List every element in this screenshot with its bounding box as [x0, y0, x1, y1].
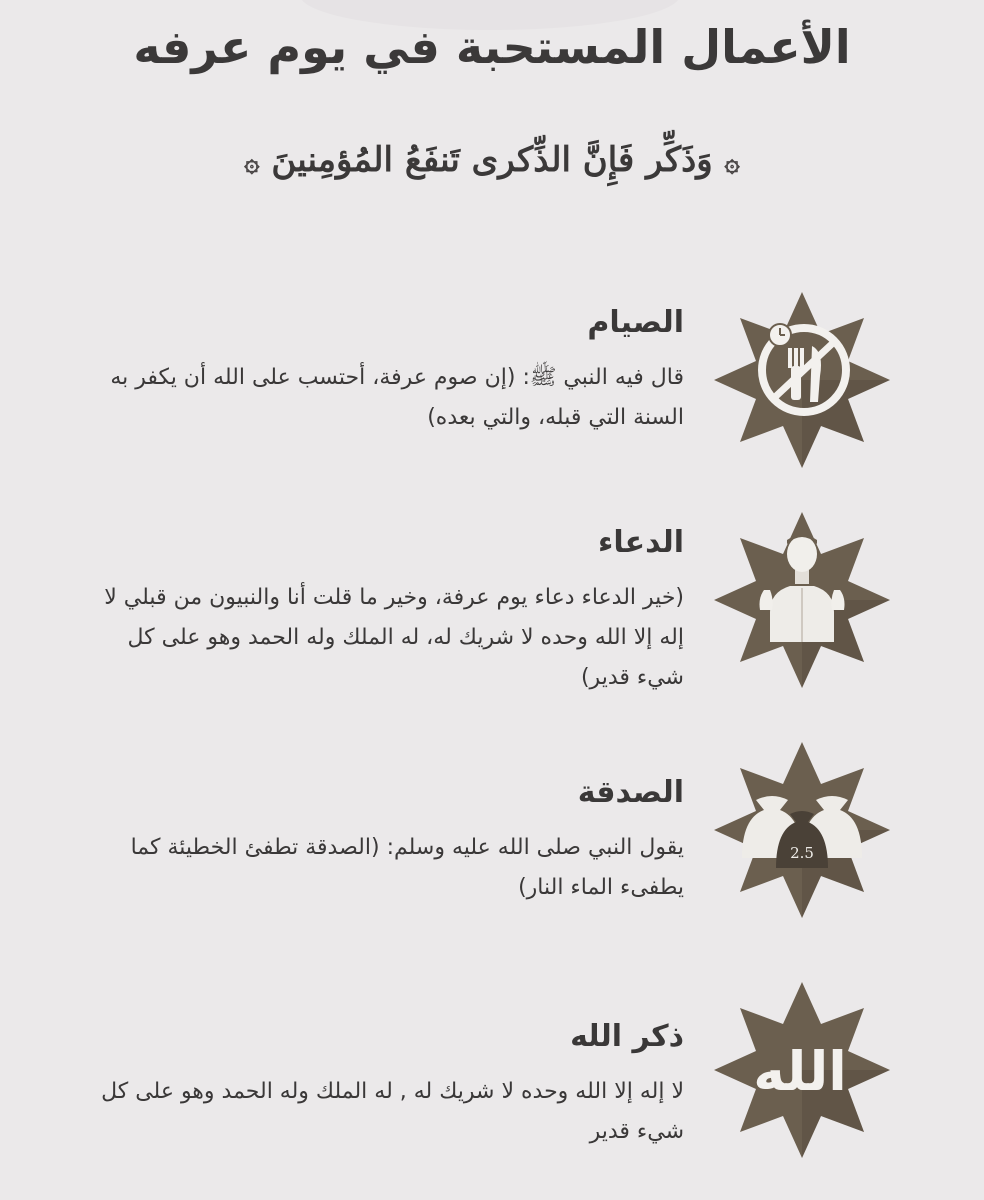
verse-text: وَذَكِّر فَإِنَّ الذِّكرى تَنفَعُ المُؤمِنينَ [271, 140, 713, 180]
praying-man-icon [712, 510, 892, 690]
item-body: (خير الدعاء دعاء يوم عرفة، وخير ما قلت أنا والنبيون من قبلي لا إله إلا الله وحده لا شريك له، له الملك وله الحمد وهو على كل شيء قدير) [104, 585, 684, 690]
item-body: قال فيه النبي ﷺ: (إن صوم عرفة، أحتسب على الله أن يكفر به السنة التي قبله، والتي بعده) [110, 365, 684, 430]
verse-ornament-left: ۞ [244, 148, 260, 178]
item-text [84, 524, 684, 698]
item-title: ذكر الله [570, 1019, 684, 1054]
no-food-icon [712, 290, 892, 470]
allah-calligraphy-icon [712, 980, 892, 1160]
item-text [84, 304, 684, 438]
quran-verse [0, 140, 984, 180]
icon-label: 2.5 [790, 844, 814, 862]
item-body: يقول النبي صلى الله عليه وسلم: (الصدقة تطفئ الخطيئة كما يطفىء الماء النار) [130, 835, 684, 900]
item-text [84, 1018, 684, 1152]
item-title: الدعاء [598, 525, 684, 560]
page-title: الأعمال المستحبة في يوم عرفه [133, 20, 851, 74]
verse-ornament-right: ۞ [724, 148, 740, 178]
item-text [84, 774, 684, 908]
icon-label: الله [753, 1040, 847, 1103]
item-body: لا إله إلا الله وحده لا شريك له , له الملك وله الحمد وهو على كل شيء قدير [101, 1079, 684, 1144]
item-title: الصيام [587, 305, 684, 340]
item-title: الصدقة [577, 775, 684, 810]
money-bags-icon [712, 740, 892, 920]
